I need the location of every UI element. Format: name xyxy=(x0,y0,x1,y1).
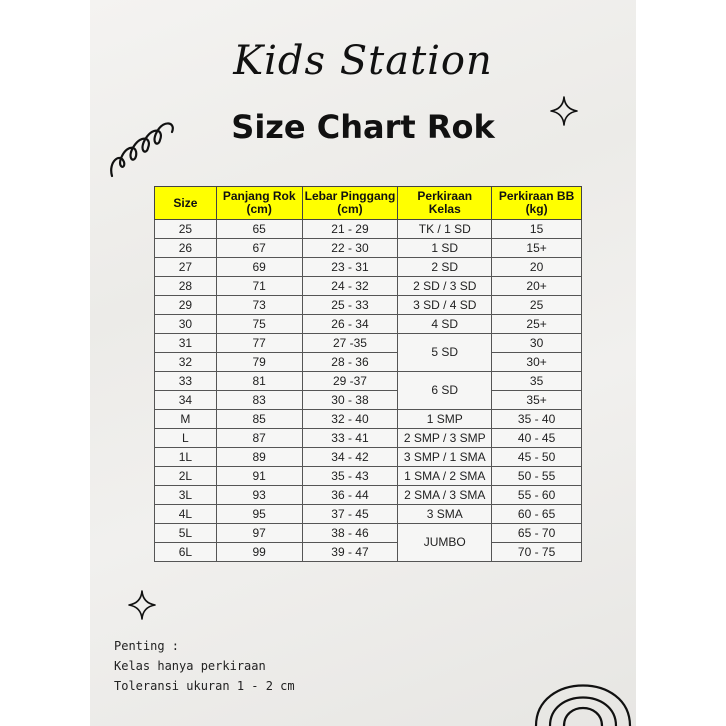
lebar-pinggang-cell: 33 - 41 xyxy=(302,429,398,448)
notes-line: Kelas hanya perkiraan xyxy=(114,659,266,673)
perkiraan-bb-cell: 25 xyxy=(492,296,582,315)
perkiraan-bb-cell: 60 - 65 xyxy=(492,505,582,524)
sparkle-icon xyxy=(128,590,156,620)
perkiraan-kelas-cell: 3 SMP / 1 SMA xyxy=(398,448,492,467)
table-row xyxy=(155,315,582,334)
perkiraan-bb-cell: 65 - 70 xyxy=(492,524,582,543)
table-row xyxy=(155,220,582,239)
perkiraan-kelas-cell: 1 SD xyxy=(398,239,492,258)
lebar-pinggang-cell: 27 -35 xyxy=(302,334,398,353)
lebar-pinggang-cell: 25 - 33 xyxy=(302,296,398,315)
panjang-rok-cell: 69 xyxy=(216,258,302,277)
lebar-pinggang-cell: 23 - 31 xyxy=(302,258,398,277)
table-row xyxy=(155,467,582,486)
size-cell: 1L xyxy=(155,448,217,467)
perkiraan-kelas-cell: 3 SD / 4 SD xyxy=(398,296,492,315)
header-panjang-rok: Panjang Rok (cm) xyxy=(216,187,302,220)
page-title: Size Chart Rok xyxy=(231,108,495,146)
lebar-pinggang-cell: 36 - 44 xyxy=(302,486,398,505)
perkiraan-bb-cell: 25+ xyxy=(492,315,582,334)
lebar-pinggang-cell: 38 - 46 xyxy=(302,524,398,543)
size-cell: 34 xyxy=(155,391,217,410)
panjang-rok-cell: 67 xyxy=(216,239,302,258)
panjang-rok-cell: 93 xyxy=(216,486,302,505)
panjang-rok-cell: 89 xyxy=(216,448,302,467)
size-cell: 6L xyxy=(155,543,217,562)
perkiraan-kelas-cell: 1 SMA / 2 SMA xyxy=(398,467,492,486)
size-chart-poster xyxy=(90,0,636,726)
brand-title: Kids Station xyxy=(233,38,493,84)
panjang-rok-cell: 77 xyxy=(216,334,302,353)
size-cell: 31 xyxy=(155,334,217,353)
perkiraan-bb-cell: 35 - 40 xyxy=(492,410,582,429)
lebar-pinggang-cell: 26 - 34 xyxy=(302,315,398,334)
header-lebar-pinggang: Lebar Pinggang (cm) xyxy=(302,187,398,220)
table-body xyxy=(155,220,582,562)
table-row xyxy=(155,296,582,315)
table-header-row xyxy=(155,187,582,220)
panjang-rok-cell: 65 xyxy=(216,220,302,239)
perkiraan-kelas-cell: 4 SD xyxy=(398,315,492,334)
table-row xyxy=(155,391,582,410)
perkiraan-kelas-cell: JUMBO xyxy=(398,524,492,562)
perkiraan-bb-cell: 45 - 50 xyxy=(492,448,582,467)
perkiraan-kelas-cell: 1 SMP xyxy=(398,410,492,429)
panjang-rok-cell: 99 xyxy=(216,543,302,562)
perkiraan-bb-cell: 20 xyxy=(492,258,582,277)
panjang-rok-cell: 85 xyxy=(216,410,302,429)
panjang-rok-cell: 95 xyxy=(216,505,302,524)
table-row xyxy=(155,505,582,524)
perkiraan-bb-cell: 50 - 55 xyxy=(492,467,582,486)
perkiraan-bb-cell: 20+ xyxy=(492,277,582,296)
table-row xyxy=(155,543,582,562)
panjang-rok-cell: 97 xyxy=(216,524,302,543)
table-row xyxy=(155,239,582,258)
size-cell: 27 xyxy=(155,258,217,277)
perkiraan-kelas-cell: TK / 1 SD xyxy=(398,220,492,239)
table-row xyxy=(155,334,582,353)
size-cell: 30 xyxy=(155,315,217,334)
notes-heading: Penting : xyxy=(114,639,180,653)
table-row xyxy=(155,353,582,372)
perkiraan-bb-cell: 30+ xyxy=(492,353,582,372)
table-row xyxy=(155,410,582,429)
lebar-pinggang-cell: 24 - 32 xyxy=(302,277,398,296)
size-cell: 3L xyxy=(155,486,217,505)
notes xyxy=(114,636,295,696)
panjang-rok-cell: 81 xyxy=(216,372,302,391)
panjang-rok-cell: 73 xyxy=(216,296,302,315)
perkiraan-bb-cell: 70 - 75 xyxy=(492,543,582,562)
size-cell: 26 xyxy=(155,239,217,258)
size-cell: 32 xyxy=(155,353,217,372)
perkiraan-kelas-cell: 2 SMP / 3 SMP xyxy=(398,429,492,448)
notes-line: Toleransi ukuran 1 - 2 cm xyxy=(114,679,295,693)
panjang-rok-cell: 79 xyxy=(216,353,302,372)
lebar-pinggang-cell: 21 - 29 xyxy=(302,220,398,239)
lebar-pinggang-cell: 39 - 47 xyxy=(302,543,398,562)
panjang-rok-cell: 83 xyxy=(216,391,302,410)
perkiraan-bb-cell: 35+ xyxy=(492,391,582,410)
size-chart-table xyxy=(154,186,582,562)
perkiraan-bb-cell: 15+ xyxy=(492,239,582,258)
size-cell: M xyxy=(155,410,217,429)
table-row xyxy=(155,448,582,467)
panjang-rok-cell: 71 xyxy=(216,277,302,296)
perkiraan-kelas-cell: 2 SMA / 3 SMA xyxy=(398,486,492,505)
perkiraan-bb-cell: 15 xyxy=(492,220,582,239)
perkiraan-kelas-cell: 3 SMA xyxy=(398,505,492,524)
table-row xyxy=(155,429,582,448)
table-row xyxy=(155,524,582,543)
table-row xyxy=(155,486,582,505)
perkiraan-bb-cell: 40 - 45 xyxy=(492,429,582,448)
perkiraan-kelas-cell: 6 SD xyxy=(398,372,492,410)
rainbow-arc-icon xyxy=(530,632,636,726)
lebar-pinggang-cell: 37 - 45 xyxy=(302,505,398,524)
header-perkiraan-kelas: Perkiraan Kelas xyxy=(398,187,492,220)
size-cell: 4L xyxy=(155,505,217,524)
size-cell: 29 xyxy=(155,296,217,315)
size-cell: 5L xyxy=(155,524,217,543)
perkiraan-kelas-cell: 5 SD xyxy=(398,334,492,372)
table-row xyxy=(155,277,582,296)
perkiraan-bb-cell: 30 xyxy=(492,334,582,353)
size-cell: 33 xyxy=(155,372,217,391)
lebar-pinggang-cell: 35 - 43 xyxy=(302,467,398,486)
panjang-rok-cell: 87 xyxy=(216,429,302,448)
perkiraan-kelas-cell: 2 SD xyxy=(398,258,492,277)
table-row xyxy=(155,372,582,391)
perkiraan-bb-cell: 55 - 60 xyxy=(492,486,582,505)
lebar-pinggang-cell: 29 -37 xyxy=(302,372,398,391)
perkiraan-kelas-cell: 2 SD / 3 SD xyxy=(398,277,492,296)
lebar-pinggang-cell: 32 - 40 xyxy=(302,410,398,429)
panjang-rok-cell: 91 xyxy=(216,467,302,486)
size-cell: 25 xyxy=(155,220,217,239)
lebar-pinggang-cell: 30 - 38 xyxy=(302,391,398,410)
table-row xyxy=(155,258,582,277)
size-cell: L xyxy=(155,429,217,448)
lebar-pinggang-cell: 22 - 30 xyxy=(302,239,398,258)
lebar-pinggang-cell: 34 - 42 xyxy=(302,448,398,467)
size-cell: 28 xyxy=(155,277,217,296)
header-perkiraan-bb: Perkiraan BB (kg) xyxy=(492,187,582,220)
lebar-pinggang-cell: 28 - 36 xyxy=(302,353,398,372)
perkiraan-bb-cell: 35 xyxy=(492,372,582,391)
size-cell: 2L xyxy=(155,467,217,486)
panjang-rok-cell: 75 xyxy=(216,315,302,334)
header-size: Size xyxy=(155,187,217,220)
